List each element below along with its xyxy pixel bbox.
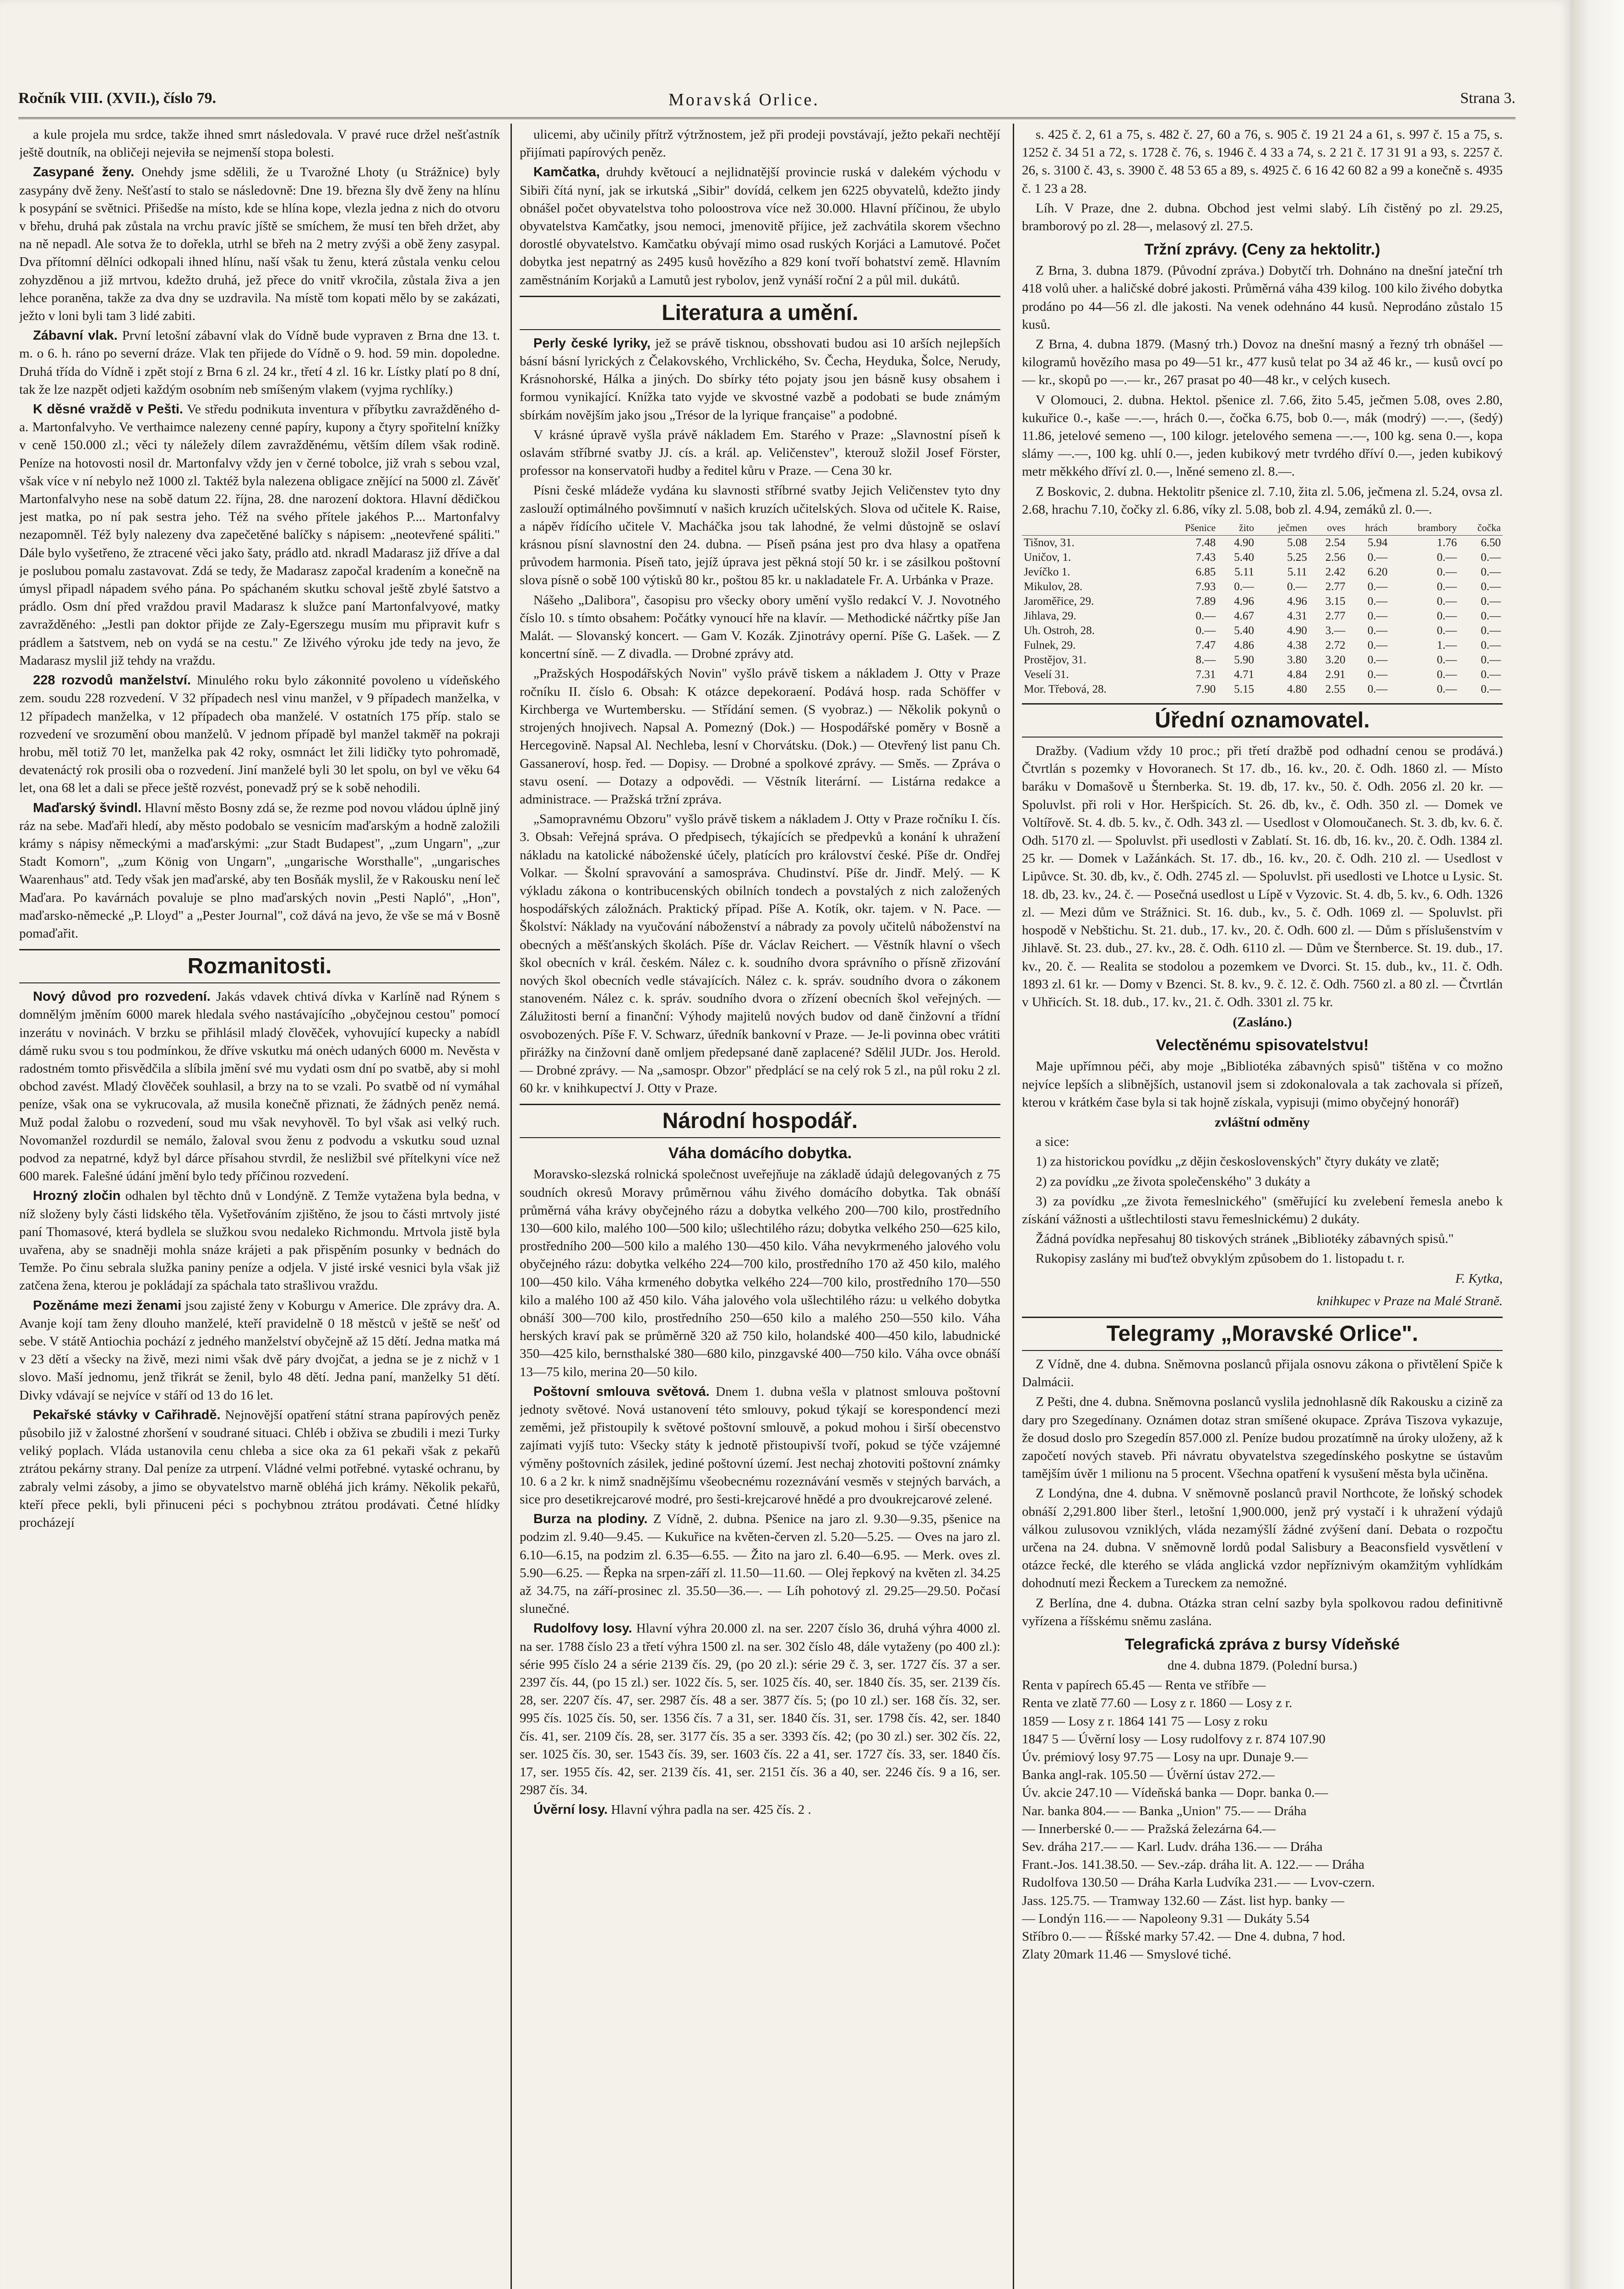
bursa-date: dne 4. dubna 1879. (Polední bursa.): [1168, 1658, 1357, 1673]
issue-info: Ročník VIII. (XVII.), číslo 79.: [18, 90, 216, 107]
section-heading-bursa: Telegrafická zpráva z bursy Vídeňské: [1124, 1636, 1400, 1653]
table-cell: 4.84: [1287, 668, 1307, 681]
prize-heading: zvláštní odměny: [1215, 1114, 1310, 1130]
table-cell: 0.—: [1437, 595, 1457, 608]
column-1: [19, 126, 500, 2289]
telegram: Z Berlína, dne 4. dubna. Otázka stran celní sazby byla spolkovou radou definitivně vyřízena a říšskému sněmu zaslána.: [1022, 1595, 1503, 1628]
table-cell: 5.40: [1234, 551, 1254, 564]
table-cell: 5.11: [1287, 566, 1307, 579]
article-title: Pekařské stávky v Cařihradě.: [33, 1407, 221, 1422]
article-fragment: ulicemi, aby učinily přítrž výtržnostem, jež při prodeji povstávají, ježto pekaři nechtějí přijímati papírových peněz.: [520, 127, 1000, 160]
article: Písni české mládeže vydána ku slavnosti stříbrné svatby Jejich Veličenstev tyto dny zaslouží optimálného povšimnutí v našich kruzích učitelských. Slova od učitele K. Raise, a nápěv řídícího učitele V. Macháčka jsou tak lahodné, že velmi důstojně se oslaví krásnou písní slavnostní den 24. dubna. — Píseň psána jest pro dva hlasy a opatřena průvodem harmonia. Píseň tato, jejíž úprava jest pěkná stojí 50 kr. i se zásilkou poštovní slova písně o sobě 100 výtisků 80 kr., poštou 85 kr. u nakladatele Fr. A. Urbánka v Praze.: [520, 483, 1000, 588]
table-cell: 4.71: [1234, 668, 1254, 681]
table-cell: 2.91: [1325, 668, 1346, 681]
prize-note: Rukopisy zaslány mi buďtež obvyklým způsobem do 1. listopadu t. r.: [1036, 1251, 1405, 1266]
article-body: Nejnovější opatření státní strana papírových peněz působilo již v žalostné zhoršení v soudrané situaci. Chléb i obživa se zbudili i mezi Turky veliký poplach. Vláda ustanovila cenu chleba a sice oka za 61 pekaři však z pekařů ztrátou pekárny strany. Dal peníze za utrpení. Vládné velmi potřebné. vytaské ochranu, by zabraly velmi zásoby, a jimo se obyvatelstvo marně obléhá jich krámy. Několik pekařů, kteří přece pekli, byli přinuceni péci s pochybnou ztrátou prodávati. Četné hlídky procházejí: [19, 1407, 500, 1530]
table-row: [1022, 638, 1503, 653]
article: [520, 1510, 1000, 1618]
article-title: Nový důvod pro rozvedení.: [33, 989, 211, 1004]
article-body: Moravsko-slezská rolnická společnost uveřejňuje na základě údajů delegovaných z 75 soudních okresů Moravy průměrnou váhu živého domácího dobytka. Tak obnáší průměrná váha krávy obyčejného rázu a dobytka velkého 200—700 kilo, prostředního 130—600 kilo, malého 100—500 kilo; ušlechtilého rázu; dobytka velkého 250—625 kilo, prostředního 200—500 kilo a malého 130—450 kilo. Váha nevykrmeného jalového volu obyčejného rázu: dobytka velkého 224—700 kilo, prostředního 170 až 450 kilo, malého 100—450 kilo. Váha krmeného dobytka velkého 224—700 kilo, prostředního 170—550 kilo a malého 100 až 450 kilo. Váha jalového vola ušlechtilého rázu: u velkého dobytka obnáší 300—700 kilo, prostředního 250—650 kilo a malého 250—550 kilo. Váha herských kraví pak se průměrně 320 až 750 kilo, holandské 400—450 kilo, labudnické 350—425 kilo, bernsthalské 380—680 kilo, pinzgavské 400—750 kilo. Váha ovce obnáší 13—75 kilo, merina 20—50 kilo.: [520, 1167, 1000, 1379]
section-heading-rozmanitosti: Rozmanitosti.: [19, 949, 500, 983]
table-cell: 3.—: [1325, 624, 1346, 637]
table-cell: 3.15: [1325, 595, 1346, 608]
article-body: První letošní zábavní vlak do Vídně bude vypraven z Brna dne 13. t. m. o 6. h. ráno po severní dráze. Vlak ten přijede do Vídně o 9. hod. 59 min. dopoledne. Druhá třída do Vídně i zpět stojí z Brna 6 zl. 24 kr., třetí 4 zl. 16 kr. Lístky platí po 8 dní, tak že lze nazpět odjeti každým osobním neb smíšeným vlakem (vyjma rychlíky.): [19, 328, 500, 397]
table-cell: 0.—: [1481, 610, 1501, 623]
table-cell: 8.—: [1195, 654, 1216, 667]
table-row: [1022, 653, 1503, 667]
article-body: Hlavní výhra padla na ser. 425 čís. 2 .: [611, 1802, 811, 1817]
article-body: jež se právě tisknou, obsshovati budou asi 10 arších nejlepších básní básní lyrických z Čelakovského, Vrchlického, Sv. Čecha, Heyduka, Šolce, Nerudy, Krásnohorské, Hálka a jiných. Do sbírky této pojaty jsou jen básně kusy obsahem i formou vynikající. Knížka tato vyjde ve skvostné vazbě a podobati se bude známým sbírkám novějším jako jsou „Trésor de la lyrique française" a podobné.: [520, 336, 1000, 423]
table-cell: 5.90: [1234, 654, 1254, 667]
table-cell: 6.20: [1367, 566, 1388, 579]
table-cell: 2.55: [1325, 683, 1346, 696]
table-cell: 0.—: [1367, 595, 1388, 608]
table-cell: 0.—: [1481, 668, 1501, 681]
table-header-cell: Pšenice: [1162, 521, 1218, 536]
table-cell: 0.—: [1367, 639, 1388, 652]
table-cell: 0.—: [1481, 683, 1501, 696]
table-cell: 5.11: [1234, 566, 1254, 579]
grain-price-table: [1022, 521, 1503, 697]
article-title: Perly české lyriky,: [533, 336, 651, 351]
prize-note: Žádná povídka nepřesahuj 80 tiskových stránek „Bibliotéky zábavných spisů.": [1036, 1231, 1454, 1247]
bursa-line: Úv. prémiový losy 97.75 — Losy na upr. Dunaje 9.—: [1022, 1750, 1308, 1765]
article-title: K děsné vraždě v Pešti.: [33, 402, 183, 417]
prize-item: 3) za povídku „ze života řemeslnického" (směřující ku zvelebení řemesla anebo k získání vážnosti a uštlechtilosti stavu řemeslnickému) 2 dukáty.: [1022, 1193, 1503, 1226]
bursa-list: [1022, 1676, 1503, 1964]
article: [19, 799, 500, 943]
table-row: [1022, 682, 1503, 697]
bursa-line: 1859 — Losy z r. 1864 141 75 — Losy z roku: [1022, 1714, 1268, 1729]
table-header-cell: oves: [1309, 521, 1347, 536]
section-heading-uredni-oznamovatel: Úřední oznamovatel.: [1022, 703, 1503, 738]
signature-name: F. Kytka,: [1455, 1271, 1503, 1286]
article-title: Zábavní vlak.: [33, 328, 118, 343]
article: Z Brna, 3. dubna 1879. (Původní zpráva.) Dobytčí trh. Dohnáno na dnešní jateční trh 418 volů uher. a haličské dobré jakosti. Průměrná váha 439 kilog. 100 kilo živého dobytka prodáno po 44—56 zl. dle jakosti. Na venek odehnáno 44 kusů. Neprodáno zůstalo 15 kusů.: [1022, 263, 1503, 332]
table-cell: Mor. Třebová, 28.: [1024, 683, 1107, 696]
article: Z Boskovic, 2. dubna. Hektolitr pšenice zl. 7.10, žita zl. 5.06, ječmena zl. 5.24, ovsa zl. 2.68, hrachu 7.10, čočky zl. 6.86, víky zl. 5.08, bob zl. 4.94, zemáků zl. 0.—.: [1022, 484, 1503, 517]
table-cell: 7.90: [1195, 683, 1216, 696]
table-cell: 7.48: [1195, 537, 1216, 549]
table-cell: 6.85: [1195, 566, 1216, 579]
table-cell: 4.96: [1287, 595, 1307, 608]
table-cell: 0.—: [1481, 580, 1501, 593]
table-cell: 5.08: [1287, 537, 1307, 549]
table-cell: 1.76: [1437, 537, 1457, 549]
table-header-cell: hrách: [1347, 521, 1390, 536]
table-cell: 3.20: [1325, 654, 1346, 667]
table-cell: 0.—: [1195, 610, 1216, 623]
table-cell: Uh. Ostroh, 28.: [1024, 624, 1095, 637]
column-rule: [511, 124, 512, 2289]
article: Nášeho „Dalibora", časopisu pro všecky obory umění vyšlo redakcí V. J. Novotného číslo 10. s tímto obsahem: Počátky vynoucí hře na klavír. — Methodické náčrtky píše Jan Malát. — Slovanský koncert. — Gam V. Kozák. Zjinotrávy operní. Píše G. Lašek. — Z koncertní síně. — Z divadla. — Drobné zprávy atd.: [520, 592, 1000, 662]
prize-intro: a sice:: [1036, 1134, 1070, 1150]
article: [19, 163, 500, 325]
article: [19, 1187, 500, 1295]
telegram: Z Vídně, dne 4. dubna. Sněmovna poslanců přijala osnovu zákona o přivtělení Spiče k Dalmácii.: [1022, 1356, 1503, 1390]
table-cell: 4.80: [1287, 683, 1307, 696]
table-cell: 0.—: [1287, 580, 1307, 593]
table-cell: 5.25: [1287, 551, 1307, 564]
table-cell: 0.—: [1481, 551, 1501, 564]
table-row: [1022, 624, 1503, 638]
article: Z Brna, 4. dubna 1879. (Masný trh.) Dovoz na dnešní masný a řezný trh obnášel — kilogramů hovězího masa po 49—51 kr., 477 kusů telat po 34 až 46 kr., — kusů ovcí po — kr., skopů po —.— kr., 267 prasat po 40—48 kr., v celých kusech.: [1022, 337, 1503, 388]
table-cell: Jaroměřice, 29.: [1024, 595, 1094, 608]
table-cell: 4.86: [1234, 639, 1254, 652]
article: [19, 672, 500, 797]
table-cell: Tišnov, 31.: [1024, 537, 1075, 549]
table-cell: 0.—: [1367, 551, 1388, 564]
bursa-line: Úv. akcie 247.10 — Vídeňská banka — Dopr. banka 0.—: [1022, 1785, 1328, 1801]
table-cell: 0.—: [1481, 654, 1501, 667]
table-cell: 4.96: [1234, 595, 1254, 608]
section-heading-narodni-hospodar: Národní hospodář.: [520, 1104, 1000, 1138]
bursa-line: Banka angl-rak. 105.50 — Úvěrní ústav 272.—: [1022, 1768, 1275, 1783]
table-cell: Mikulov, 28.: [1024, 580, 1083, 593]
article-fragment: s. 425 č. 2, 61 a 75, s. 482 č. 27, 60 a 76, s. 905 č. 19 21 24 a 61, s. 997 č. 15 a 75, s. 1252 č. 34 51 a 72, s. 1728 č. 76, s. 1946 č. 4 33 a 74, s. 2 21 č. 17 31 91 a 93, s. 2257 č. 26, s. 3100 č. 43, s. 3900 č. 48 53 65 a 89, s. 4925 č. 6 16 42 60 82 a 99 a konečně s. 4935 č. 1 23 a 28.: [1022, 127, 1503, 196]
table-cell: 0.—: [1481, 624, 1501, 637]
article-title: Poštovní smlouva světová.: [533, 1384, 710, 1399]
bursa-line: Rudolfova 130.50 — Dráha Karla Ludvíka 231.— — Lvov-czern.: [1022, 1875, 1375, 1890]
table-cell: 4.38: [1287, 639, 1307, 652]
page-number: Strana 3.: [1460, 90, 1515, 107]
article-title: Váha domácího dobytka.: [668, 1144, 852, 1162]
bursa-line: — Innerberské 0.— — Pražská železárna 64.—: [1022, 1821, 1276, 1836]
column-rule: [1013, 124, 1014, 2289]
table-cell: Fulnek, 29.: [1024, 639, 1076, 652]
table-cell: 3.80: [1287, 654, 1307, 667]
article-body: Hlavní město Bosny zdá se, že rezme pod novou vládou úplně jiný ráz na sebe. Maďaři hledí, aby město podobalo se vesnicím maďarským a hodně založili krámy s nápisy německými a maďarskými: „zur Stadt Budapest", „zum Ungarn", „zur Stadt Komorn", „zum König von Ungarn", „ungarische Worsthalle", „ungarisches Waarenhaus" atd. Tedy však jen maďarské, aby ten Bosňák myslil, že v Rakousku není leč Maďara. Po kavárnách povaluje se plno maďarských novin „Pesti Napló", „Hon", maďarsko-německé „P. Lloyd" a „Pester Journal", což dává na jevo, že vše se má v Bosně pomaďařit.: [19, 800, 500, 941]
table-cell: 2.72: [1325, 639, 1346, 652]
table-cell: 2.56: [1325, 551, 1346, 564]
article: [19, 327, 500, 399]
article-title: Kamčatka,: [533, 165, 600, 180]
article: Líh. V Praze, dne 2. dubna. Obchod jest velmi slabý. Líh čistěný po zl. 29.25, bramborový po zl. 28—, melasový zl. 27.5.: [1022, 201, 1503, 234]
article-body: Hlavní výhra 20.000 zl. na ser. 2207 číslo 36, druhá výhra 4000 zl. na ser. 1788 číslo 23 a třetí výhra 1500 zl. na ser. 302 číslo 48, dále vytaženy (po 400 zl.): série 995 číslo 24 a série 2139 čís. 29, (po 20 zl.): série 29 č. 3, ser. 1727 čís. 37 a ser. 2397 čís. 44, (po 15 zl.) ser. 1022 čís. 5, ser. 1025 čís. 40, ser. 1840 čís. 35, ser. 2139 čís. 28, ser. 2207 čís. 47, ser. 2987 čís. 48 a ser. 3877 čís. 5; (po 10 zl.) ser. 168 čís. 32, ser. 995 čís. 1025 čís. 50, ser. 1356 čís. 7 a 31, ser. 1840 čís. 31, ser. 1798 čís. 42, ser. 1840 čís. 41, ser. 2109 čís. 28, ser. 3177 čís. 35 a ser. 3393 čís. 42; (po 30 zl.) ser. 302 čís. 22, ser. 1025 čís. 30, ser. 1543 čís. 39, ser. 1603 čís. 22 a 41, ser. 1727 čís. 33, ser. 1840 čís. 17, ser. 1955 čís. 42, ser. 2139 čís. 41, ser. 2151 čís. 36 a 40, ser. 2246 čís. 9 a 16, ser. 2987 čís. 34.: [520, 1621, 1000, 1798]
article-title: Burza na plodiny.: [533, 1512, 648, 1527]
table-header-row: [1022, 521, 1503, 536]
article-body: druhdy květoucí a nejlidnatější provincie ruská v dalekém východu v Sibiři čítá nyní, jak se irkutská „Sibir" dovídá, celkem jen 6225 obyvatelů, kdežto jindy obnášel počet obyvatelstva toho poloostrova více než 30.000. Hlavní příčinou, že ubylo obyvatelstva Kamčatky, jsou nemoci, jmenovitě příjice, jež zachvátila skorem všechno dorostlé obyvatelstvo. Kamčatku obývají mimo osad ruských Korjáci a Lamutové. Počet dobytka jest nepatrný as 2495 kusů hovězího a 829 koní tvoří bohatství země. Hlavním zaměstnáním Korjaků a Lamutů jest rybolov, jenž vynáší roční 2 a půl mil. dukátů.: [520, 165, 1000, 287]
table-cell: 0.—: [1367, 668, 1388, 681]
table-cell: 7.89: [1195, 595, 1216, 608]
table-cell: 5.40: [1234, 624, 1254, 637]
article-title: Hrozný zločin: [33, 1188, 121, 1204]
table-cell: 0.—: [1437, 668, 1457, 681]
table-cell: 1.—: [1437, 639, 1457, 652]
table-cell: 6.50: [1481, 537, 1501, 549]
article-title: Pozěnáme mezi ženami: [33, 1298, 182, 1313]
article: [19, 1406, 500, 1532]
article: „Samopravnému Obzoru" vyšlo právě tiskem a nákladem J. Otty v Praze ročníku I. čís. 3. Obsah: Veřejná správa. O předpisech, týkajících se předpevků a konání k uhražení nákladu na katolické náboženské účely, platících pro království české. Píše dr. Ondřej Volkar. — Školní spravování a samospráva. Chudinství. Píše dr. Jindř. Melý. — K výkladu zákona o kontribucenských obilních tondech a povstalých z nich založených hospodářských záložnách. Praktický případ. Píše A. Kotík, okr. tajem. v N. Pace. — Školství: Náklady na vyučování náboženství a nábrady za povoly učitelů náboženství na obecných a měšťanských školách. Píše dr. Václav Reichert. — Věstník hlavní o všech škol obecních v král. českém. Nález c. k. soudního dvora správního o přísně zřizování nových škol obecních vedle stávajících. Nález c. k. správ. soudního dvora o zákonem stanoveném. Nález c. k. správ. soudního dvora o zřízení obecních škol veřejných. — Zálužitosti berní a finanční: Výhody majitelů nových budov od daně činžovní a třídní osvobozených. Píše F. V. Schwarz, úředník bankovní v Praze. — Je-li povinna obec vrátiti přirážky na činžovní daně omljem předepsané daně zaplacené? Sdělil JUDr. Jos. Herold. — Drobné zprávy. — Na „samospr. Obzor" předplácí se na celý rok 5 zl., na půl roku 2 zl. 60 kr. v knihkupectví J. Otty v Praze.: [520, 812, 1000, 1096]
article-body: Onehdy jsme sdělili, že u Tvarožné Lhoty (u Strážnice) byly zasypány dvě ženy. Nešťastí to stalo se následovně: Dne 19. března šly dvě ženy na hlínu k posypání se světnici. Přišedše na místo, kde se hlína kope, vlezla jedna z nich do otvoru v břehu, druhá pak zůstala na vrchu pravíc jíště se smíchem, že musí ten břeh držet, aby na ně nepadl. Ale sotva že to dořekla, utrhl se břeh na 2 metry zvýši a obě ženy zasypal. Dva přítomní dělníci odkopali ihned hlínu, naší však tu ženu, která zůstala venku celou zohyzděnou a již mrtvou, kdežto druhá, jež přece do vnitř vkročila, zůstala živa a jen lehce poraněna, takže za dva dny se uzdravila. Na místě tom kopati mělo by se zakázati, ježto v loni byli tam 3 lidé zabiti.: [19, 165, 500, 324]
table-header-cell: žito: [1217, 521, 1256, 536]
telegram: Z Pešti, dne 4. dubna. Sněmovna poslanců vyslila jednohlasně dík Rakousku a cizině za dary pro Szegedínany. Oznámen dotaz stran smíšené okupace. Zpráva Tiszova vykazuje, že dosud doslo pro Szegedín 857.000 zl. Peníze budou prozatímně na úroky uloženy, až k započetí nových staveb. Při návratu obyvatelstva szegedínského poskytne se ústavům tamějším úvěr 1 milionu na 5 procent. Všechna opatření k vysušení města byla učiněna.: [1022, 1394, 1503, 1481]
table-cell: 5.94: [1367, 537, 1388, 549]
column-3: [1022, 126, 1503, 2289]
table-header-cell: brambory: [1390, 521, 1459, 536]
bursa-line: Renta ve zlatě 77.60 — Losy z r. 1860 — Losy z r.: [1022, 1696, 1293, 1711]
table-cell: 0.—: [1437, 566, 1457, 579]
article-body: Dnem 1. dubna vešla v platnost smlouva poštovní jednoty světové. Nová ustanovení této smlouvy, pokud týkají se korespondencí mezi zeměmi, jež přistoupily k světové poštovní smlouvě, a pokud mohou i širší obecenstvo zajímati vyjíš tuto: Všecky státy k jednotě přistoupivší tvoří, pokud se týče vzájemné výměny poštovních zásilek, jediné poštovní území. Jest nechaj zhotoviti poštovní známky 10. 6 a 2 kr. k nimž snadnějšímu všeobecnému rozeznávání vesměs v stejných barvách, a sice pro desetikrejcarové modré, pro šesti-krejcarové hnědé a pro dvoukrejcarové zelené.: [520, 1384, 1000, 1507]
table-row: [1022, 609, 1503, 624]
article-title: Maďarský švindl.: [33, 800, 141, 815]
telegram: Z Londýna, dne 4. dubna. V sněmovně poslanců pravil Northcote, že loňský schodek obnáší 2,291.800 liber šterl., letošní 1,900.000, jenž prý vystačí i k uhražení výdajů válkou zulusovou vzniklých, vláda nezamýšlí žádné zvýšení daní. Debata o rozpočtu určena na 24. dubna. V sněmovně lordů podal Salisbury a Beaconsfield vysvětlení v otázce řecké, dle kterého se vláda anglická vzdor nepříznivým okamžitým vyhlídkám dohodnutí mezi Řeckem a Tureckem za nemožné.: [1022, 1486, 1503, 1591]
article: [19, 401, 500, 670]
table-row: [1022, 594, 1503, 609]
article-title: Rudolfovy losy.: [533, 1621, 632, 1636]
table-cell: 7.93: [1195, 580, 1216, 593]
table-cell: 4.31: [1287, 610, 1307, 623]
table-row: [1022, 667, 1503, 682]
bursa-line: Renta v papírech 65.45 — Renta ve stříbře —: [1022, 1678, 1266, 1693]
table-header-cell: ječmen: [1256, 521, 1309, 536]
table-cell: 5.15: [1234, 683, 1254, 696]
table-cell: Uničov, 1.: [1024, 551, 1071, 564]
table-cell: Veselí 31.: [1024, 668, 1069, 681]
article: [520, 1620, 1000, 1799]
table-cell: 2.54: [1325, 537, 1346, 549]
article: [520, 1801, 1000, 1819]
article: [19, 988, 500, 1185]
article: „Pražských Hospodářských Novin" vyšlo právě tiskem a nákladem J. Otty v Praze ročníku II. číslo 6. Obsah: K otázce depekoraení. Podává hosp. rada Schöffer v Kirchberga ve Wurtembersku. — Střídání semen. (S vyobraz.) — Několik pokynů o strojených hnojivech. Napsal A. Pomezný (Dok.) — Hospodářské poměry v Bosně a Hercegovině. Napsal Al. Nechleba, lesní v Chorvátsku. (Dok.) — Otevřený list panu Ch. Gassaneroví, hosp. řed. — Dopisy. — Drobné a spolkové zprávy. — Směs. — Zpráva o stavu osení. — Dotazy a odpovědi. — Věstník literární. — Listárna redakce a administrace. — Pražská tržní zpráva.: [520, 666, 1000, 807]
bursa-line: Sev. dráha 217.— — Karl. Ludv. dráha 136.— — Dráha: [1022, 1839, 1323, 1855]
table-cell: 0.—: [1195, 624, 1216, 637]
table-cell: 0.—: [1367, 610, 1388, 623]
newspaper-title: Moravská Orlice.: [668, 90, 820, 109]
table-cell: 7.43: [1195, 551, 1216, 564]
table-header-cell: čočka: [1459, 521, 1503, 536]
table-cell: 0.—: [1437, 624, 1457, 637]
prize-item: 1) za historickou povídku „z dějin československých" čtyry dukáty ve zlatě;: [1036, 1154, 1439, 1169]
table-row: [1022, 580, 1503, 594]
table-cell: 0.—: [1437, 610, 1457, 623]
table-cell: 0.—: [1367, 683, 1388, 696]
page-header: [18, 90, 1515, 119]
signature-role: knihkupec v Praze na Malé Straně.: [1317, 1293, 1503, 1308]
table-cell: 0.—: [1367, 580, 1388, 593]
article-body: Z Vídně, 2. dubna. Pšenice na jaro zl. 9.30—9.35, pšenice na podzim zl. 9.40—9.45. — Kukuřice na květen-červen zl. 5.20—5.25. — Oves na jaro zl. 6.10—6.15, na podzim zl. 6.35—6.55. — Žito na jaro zl. 6.40—6.95. — Merk. oves zl. 5.90—6.25. — Řepka na srpen-září zl. 11.50—11.60. — Olej řepkový na květen zl. 34.25 až 34.75, na září-prosinec zl. 35.50—36.—. — Líh pohotový zl. 29.25—29.50. Počasí slunečné.: [520, 1512, 1000, 1616]
article: V krásné úpravě vyšla právě nákladem Em. Starého v Praze: „Slavnostní píseň k oslavám stříbrné svatby JJ. cís. a král. ap. Veličenstev", kterouž složil Josef Förster, professor na konservatoři hudby a ředitel kůru v Praze. — Cena 30 kr.: [520, 427, 1000, 478]
bursa-line: Zlaty 20mark 11.46 — Smyslové tiché.: [1022, 1947, 1232, 1962]
section-heading-trzni-zpravy: Tržní zprávy. (Ceny za hektolitr.): [1144, 241, 1380, 259]
table-cell: 7.47: [1195, 639, 1216, 652]
table-cell: 2.77: [1325, 580, 1346, 593]
bursa-line: Frant.-Jos. 141.38.50. — Sev.-záp. dráha lit. A. 122.— — Dráha: [1022, 1857, 1364, 1872]
table-row: [1022, 536, 1503, 551]
table-cell: 7.31: [1195, 668, 1216, 681]
table-cell: Prostějov, 31.: [1024, 654, 1086, 667]
table-cell: Jevíčko 1.: [1024, 566, 1070, 579]
table-row: [1022, 550, 1503, 565]
article-title: 228 rozvodů manželství.: [33, 673, 191, 688]
article-title: Zasypané ženy.: [33, 165, 135, 180]
table-cell: 0.—: [1437, 580, 1457, 593]
column-2: [520, 126, 1000, 2289]
table-cell: 0.—: [1234, 580, 1254, 593]
bursa-line: Jass. 125.75. — Tramway 132.60 — Zást. list hyp. banky —: [1022, 1893, 1345, 1908]
article: Dražby. (Vadium vždy 10 proc.; při třetí dražbě pod odhadní cenou se prodává.) Čtvrtlán s pozemky v Hovoranech. St 17. db., 16. kv., 20. č. Odh. 1860 zl. — Místo baráku v Domašově u Šternberka. St. 19. db, 17. kv., 50. č. Odh. 2056 zl. 20 kr. — Spoluvlst. při roli v Hor. Heršpicích. St. 26. db, kv., č. Odh. 350 zl. — Domek ve Voltířově. St. 4. db. 5. kv., č. Odh. 343 zl. — Usedlost v Olomoučanech. St. 3. db, kv. 6. č. Odh. 5170 zl. — Spoluvlst. při usedlosti v Zablatí. St. 16. db, 16. kv., 20. č. Odh. 1384 zl. 25 kr. — Domek v Lažánkách. St. 17. db., 16. kv., 20. č. Odh. 210 zl. — Usedlost v Lipůvce. St. 30. db, kv., č. Odh. 2745 zl. — Spoluvlst. při usedlosti ve Lhotce u Lysic. St. 18. db, 23. kv., 24. č. — Posečná usedlost u Lípě v Vyzovic. St. 4. db, 5. kv., 6. Odh. 1326 zl. — Mezi dům ve Strážnici. St. 16. dub., kv., 5. č. Odh. 1069 zl. — Spoluvlst. při hospodě v Nebštichu. St. 21. dub., 17. kv., 20. č. Odh. 600 zl. — Dům s příslušenstvím v Jihlavě. St. 23. dub., 27. kv., 28. č. Odh. 6110 zl. — Dům ve Šternberce. St. 19. dub., 17. kv., 20. č. — Realita se stodolou a pozemkem ve Dvorci. St. 15. dub., kv., 11. č. Odh. 1893 zl. 61 kr. — Domy v Bzenci. St. 8. kv., 9. č. 12. č. Odh. 7560 zl. a 80 zl. — Čtvrtlán v Uhřicích. St. 18. dub., 17. kv., 21. č. Odh. 3301 zl. 75 kr.: [1022, 743, 1503, 1009]
table-cell: 0.—: [1437, 551, 1457, 564]
article-body: Jakás vdavek chtivá dívka v Karlíně nad Rýnem s domnělým jměním 6000 marek hledala svého nastávajícího „obyčejnou cestou" pomocí inzerátu v novinách. V brzku se přihlásil mladý člověček, vyhovující kupecky a nabídl dámě ruku svou s tou podmínkou, že dříve vskutku má onėch udaných 6000 m. Nevěsta v radostném tomto přisvědčila a slíbila jmění své mu vydati osm dní po svatbě, aby si mohl obchod zavést. Mladý člověček souhlasil, a brzy na to se vzali. Po svatbě od ní vymáhal peníze, však ona se vykrucovala, až musila konečně přiznati, že žádných peněz nemá. Muž podal žalobu o rozvedení, soud mu však nevyhověl. To byl však asi velký ruch. Novomanžel rozdurdil se nemálo, žaloval svou ženu z podvodu a vskutku soud uznal podvod za nepatrné, když byl dárce přísahou stvrdil, že nesližbil své přítelkyni více než 600 marek. Falešné údání jmění bylo tedy příčinou rozvedení.: [19, 989, 500, 1184]
article: [520, 335, 1000, 424]
table-cell: 0.—: [1481, 566, 1501, 579]
table-cell: 0.—: [1437, 683, 1457, 696]
article: [520, 1383, 1000, 1508]
table-cell: 0.—: [1481, 595, 1501, 608]
bursa-line: — Londýn 116.— — Napoleony 9.31 — Dukáty 5.54: [1022, 1911, 1310, 1926]
article: [520, 163, 1000, 289]
article-body: Minulého roku bylo zákonnité povoleno u vídeňského zem. soudu 228 rozvedení. V 32 případech nesl vinu manžel, v 9 případech manželka, v 12 případech manželka, v 12 případech oba manželé. V ostatních 175 příp. stalo se rozvedení ve srozumění obou manželů. V jednom případě byl manžel takměř na pokraji hrobu, měl totiž 70 let, manželka pak 42 roky, osmnáct let žili lidičky tyto pohromadě, devatenáctý rok prosili oba o rozvedení. Jiní manželé byli 30 let spolu, on byl ve věku 64 let, ona 68 let a dali se přece ještě rozvést, ponevadž prý se k sobě nehodili.: [19, 673, 500, 796]
table-header-cell: [1022, 521, 1162, 536]
article-title: Úvěrní losy.: [533, 1802, 608, 1817]
bursa-line: 1847 5 — Úvěrní losy — Losy rudolfovy z r. 874 107.90: [1022, 1731, 1325, 1747]
article: [19, 1297, 500, 1405]
table-cell: 0.—: [1367, 654, 1388, 667]
bursa-line: Stříbro 0.— — Říšské marky 57.42. — Dne 4. dubna, 7 hod.: [1022, 1929, 1346, 1944]
table-cell: 4.90: [1287, 624, 1307, 637]
article-title: Velectěnému spisovatelstvu!: [1156, 1036, 1369, 1054]
article-fragment: a kule projela mu srdce, takže ihned smrt následovala. V pravé ruce držel nešťastník ještě doutník, na obličeji nejeviła se nejmenší stopa bolesti.: [19, 127, 500, 160]
article-body: odhalen byl těchto dnů v Londýně. Z Temže vytažena byla bedna, v níž složeny byly části lidského těla. Vyšetřováním zjištěno, že jsou to části mrtvoly jisté paní Thomasové, která bydlela se služkou svou nedaleko Richmondu. Mrtvola jistě byla uvařena, aby se snadněji mohla snáze krájeti a pak přispěním posunky v bednách do Temže. Po činu sebrala služka paniny peníze a odjela. V jisté irské vesnici byla však již zatčena žena, kterou je pokládají za spáchala tato strašlivou vraždu.: [19, 1188, 500, 1293]
table-cell: 4.90: [1234, 537, 1254, 549]
article-body: jsou zajisté ženy v Koburgu v Americe. Dle zprávy dra. A. Avanje kojí tam ženy dlouho manželé, kteří pravidelně 0 18 městců v ještě se nešť od sebe. V státě Antiochia pochází z jedného manželství obyčejně až 15 dětí. Jedna matka má v 23 dětí a všecky na živě, mezi nimi však dvě páry dvojčat, a jedna se je z nichž v 1 slovo. Maší jednomu, jenž třikrát se ženil, bylo 48 dětí. Jedna paní, manželky 51 dětí. Divky vdávají se nejvíce v stáří od 13 do 16 let.: [19, 1298, 500, 1403]
table-cell: 2.77: [1325, 610, 1346, 623]
section-heading-literatura: Literatura a umění.: [520, 296, 1000, 330]
section-heading-telegramy: Telegramy „Moravské Orlice".: [1022, 1317, 1503, 1351]
zaslano-label: (Zasláno.): [1233, 1014, 1292, 1030]
article-body: Maje upřímnou péči, aby moje „Bibliotéka zábavných spisů" tištěna v co možno nejvíce lepších a slibnějších, ustanovil jsem si zdokonalovala a tak zachovala si přízeň, kterou v krátkém čase byla si tak hojně získala, vypisuji (mimo obyčejný honorář): [1022, 1059, 1503, 1110]
table-cell: 0.—: [1437, 654, 1457, 667]
table-cell: Jihlava, 29.: [1024, 610, 1076, 623]
table-cell: 4.67: [1234, 610, 1254, 623]
article-body: Ve středu podnikuta inventura v příbytku zavražděného d-a. Martonfalvyho. Ve verthaimce nalezeny cenné papíry, kupony a čtyry spořitelní knížky v ceně 150.000 zl.; věci ty náležely dílem zavražděnému, větším dílem však rodině. Peníze na hotovosti nosil dr. Martonfalvy vždy jen v černé tobolce, již vrah s sebou vzal, však více v ní nebylo než 1000 zl. Taktéž byla nalezena obligace znějící na 5000 zl. Závěť Martonfalvyho nese na sobě datum 22. října, 28. dne narození doktora. Hlavní dědičkou jest matka, po ní pak sestra jeho. Též na svého přítele jakéhos P.... Martonfalvy nezapomněl. Též byly nalezeny dva zapečetěné balíčky s nápisem: „neotevřené spáliti." Dále bylo vyšetřeno, že ztracené věci jako šaty, prádlo atd. nkradl Madarasz již dříve a dal je poslubou pomalu zastavovat. Zdá se tedy, že Madarasz započal kradením a konečně na úmysl připadl nápadem svého pána. Po spáchaném skutku schoval ještě zbylé šatstvo a prádlo. Osm dní před vraždou pravil Madarasz k služce paní Martonfalvyové, matky zavražděného: „Jestli pan doktor přijde ze Zaly-Egerszegu musím mu připravit kufr s prádlem a šatstvem, neb on vydá se na cestu." Ze lživého výroku jde tedy na jevo, že Madarasz myslil již tehdy na vraždu.: [19, 402, 500, 668]
article: V Olomouci, 2. dubna. Hektol. pšenice zl. 7.66, žito 5.45, ječmen 5.08, oves 2.80, kukuřice 0.-, kaše —.—, hrách 0.—, čočka 6.75, bob 0.—, mák (modrý) —.—, (šedý) 11.86, jetelové semeno —, 100 kilogr. jetelového semena —.—, 100 kg. sena 0.—, kopa slámy —.—, 100 kg. uhlí 0.—, jeden kubikový metr tvrdého dříví 0.—, jeden kubikový metr měkkého dříví zl. 0.—, lněné semeno zl. 8.—.: [1022, 392, 1503, 479]
table-row: [1022, 565, 1503, 580]
table-cell: 2.42: [1325, 566, 1346, 579]
prize-item: 2) za povídku „ze života společenského" 3 dukáty a: [1036, 1174, 1310, 1189]
bursa-line: Nar. banka 804.— — Banka „Union" 75.— — Dráha: [1022, 1803, 1307, 1818]
table-cell: 0.—: [1481, 639, 1501, 652]
table-cell: 0.—: [1367, 624, 1388, 637]
page-edge: [1570, 0, 1624, 2289]
